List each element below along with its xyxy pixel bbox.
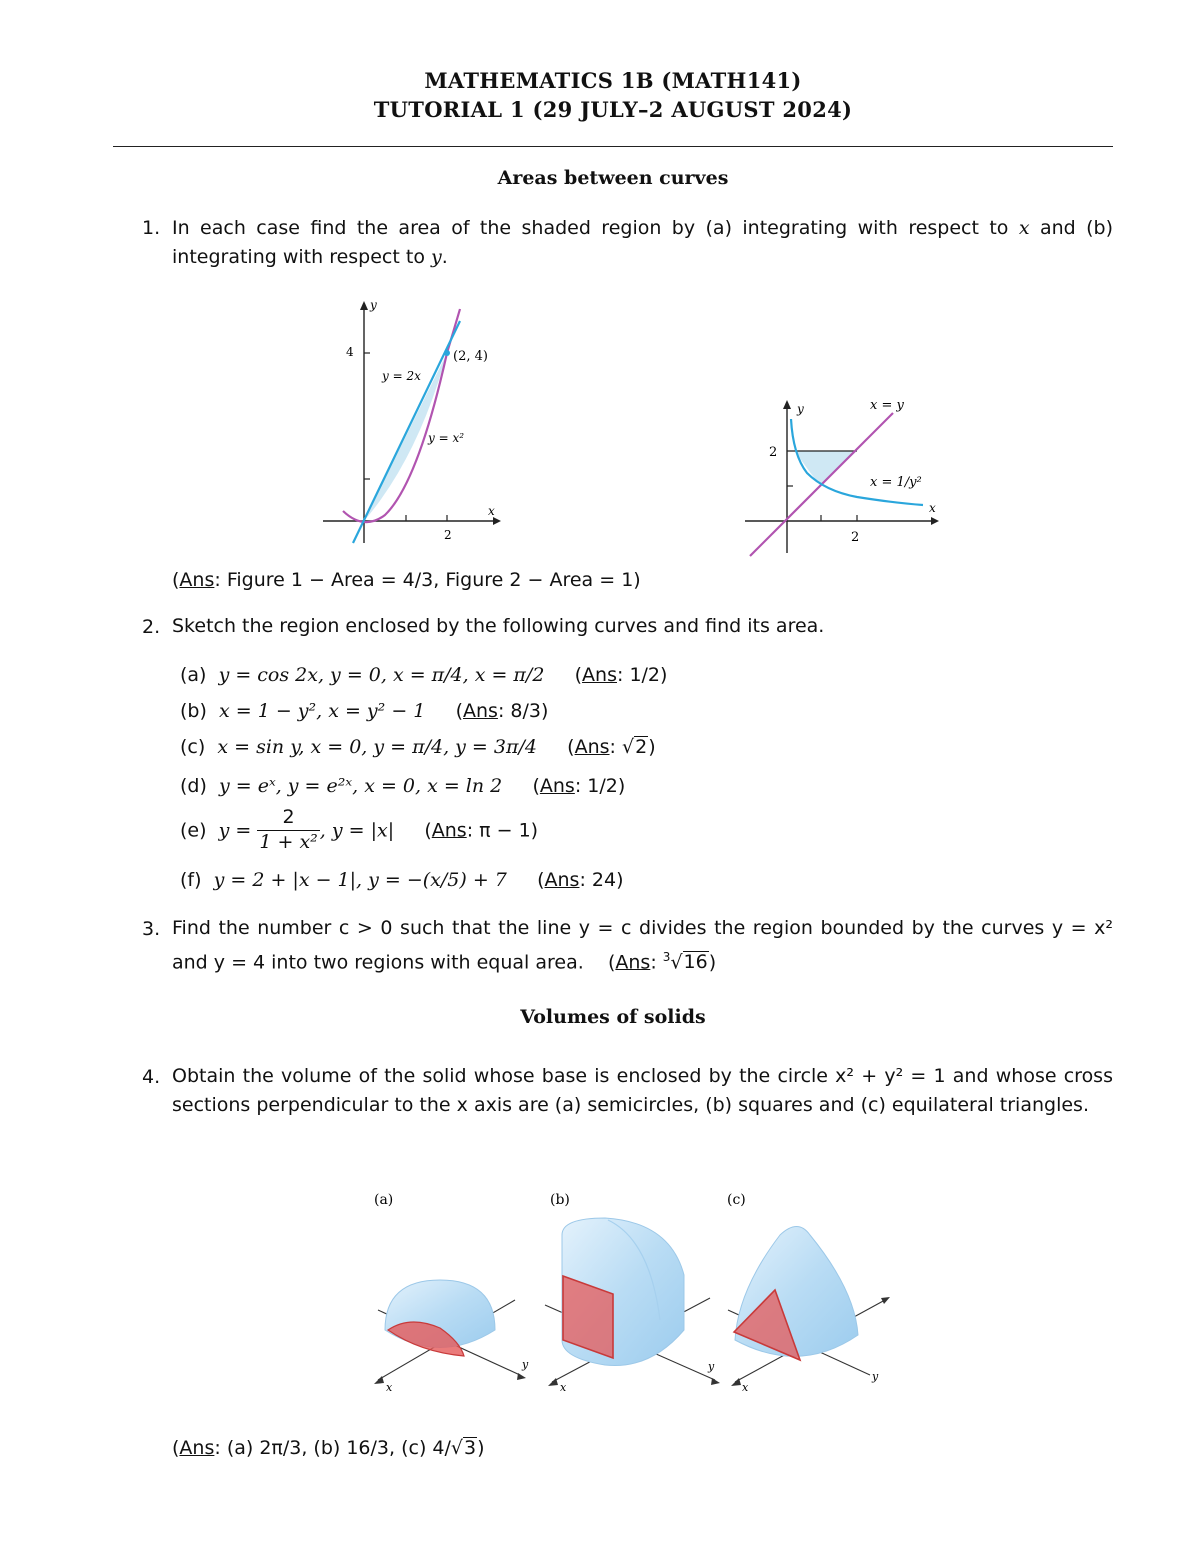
line-label: y = 2x xyxy=(382,369,421,383)
y-axis-label: y xyxy=(370,298,377,312)
tick-label-x: 2 xyxy=(851,530,860,545)
solid-b-squares xyxy=(545,1192,720,1394)
answer-q4: (Ans: (a) 2π/3, (b) 16/3, (c) 4/√3) xyxy=(172,1437,485,1459)
y-axis-label: y xyxy=(797,402,804,416)
question-text: Obtain the volume of the solid whose base is enclosed by the circle x² + y² = 1 and whose cross sections perpendicular to the x axis are (a) semicircles, (b) squares and (c) equilateral triangles. xyxy=(172,1065,1113,1116)
list-item: (c) x = sin y, x = 0, y = π/4, y = 3π/4 (Ans: √2) xyxy=(180,736,656,758)
tick-label-y: 2 xyxy=(769,445,778,460)
question-text: Sketch the region enclosed by the following curves and find its area. xyxy=(172,615,825,637)
list-item: (a) y = cos 2x, y = 0, x = π/4, x = π/2 (Ans: 1/2) xyxy=(180,664,668,686)
y-axis-arrow-icon xyxy=(783,400,791,409)
doc-subtitle: TUTORIAL 1 (29 JULY–2 AUGUST 2024) xyxy=(373,97,853,122)
header-divider xyxy=(113,146,1113,147)
question-number: 4. xyxy=(142,1066,161,1088)
solids-figure xyxy=(360,1180,900,1395)
x-axis-arrow-icon xyxy=(931,517,939,525)
doc-title: MATHEMATICS 1B (MATH141) xyxy=(424,68,802,93)
list-item: (f) y = 2 + |x − 1|, y = −(x/5) + 7 (Ans: 24) xyxy=(180,869,624,891)
point-label: (2, 4) xyxy=(453,349,488,364)
x-axis-label: x xyxy=(929,501,936,515)
list-item: (b) x = 1 − y², x = y² − 1 (Ans: 8/3) xyxy=(180,700,549,722)
intersection-point xyxy=(444,350,450,356)
y-axis-label: y xyxy=(708,1360,715,1373)
fraction: $\frac{2}{\text{1 + x²}}$ xyxy=(259,806,318,853)
curve-label: x = 1/y² xyxy=(870,475,922,490)
figure-2-area-plot xyxy=(745,393,950,563)
answer-q1: (Ans: Figure 1 − Area = 4/3, Figure 2 − Area = 1) xyxy=(172,569,641,591)
question-number: 2. xyxy=(142,616,161,638)
question-number: 3. xyxy=(142,918,161,940)
solid-label: (a) xyxy=(374,1192,394,1208)
solid-c-triangles xyxy=(727,1192,890,1394)
solid-label: (b) xyxy=(550,1192,570,1208)
x-axis-label: x xyxy=(742,1381,749,1394)
x-axis-label: x xyxy=(488,504,495,518)
y-axis-label: y xyxy=(522,1358,529,1371)
x-axis-label: x xyxy=(560,1381,567,1394)
line-label: x = y xyxy=(870,398,904,413)
list-item: (e) y = $\frac{2}{\text{1 + x²}}$ , y = |x| (Ans: π − 1) xyxy=(180,806,539,853)
figure-1-area-plot xyxy=(318,293,508,548)
question-text: In each case find the area of the shaded region by (a) integrating with respect to x and (b) integrating with respect to y. xyxy=(172,217,1114,268)
y-axis-label: y xyxy=(872,1370,879,1383)
section-title-areas: Areas between curves xyxy=(497,167,729,189)
section-title-volumes: Volumes of solids xyxy=(520,1006,706,1028)
question-number: 1. xyxy=(142,217,161,239)
parabola-curve xyxy=(343,309,460,522)
question-text: Find the number c > 0 such that the line y = c divides the region bounded by the curves y = x² and y = 4 into two regions with equal area. (Ans: $^3$√16) xyxy=(172,917,1113,974)
y-axis-arrow-icon xyxy=(360,301,368,310)
tick-label-x: 2 xyxy=(444,528,452,542)
tick-label-y: 4 xyxy=(346,345,354,359)
solid-label: (c) xyxy=(727,1192,746,1208)
list-item: (d) y = eˣ, y = e²ˣ, x = 0, x = ln 2 (Ans: 1/2) xyxy=(180,775,626,797)
x-axis-arrow-icon xyxy=(493,517,501,525)
curve-label: y = x² xyxy=(428,431,465,445)
solid-a-semicircles xyxy=(374,1192,529,1394)
x-axis-label: x xyxy=(386,1381,393,1394)
